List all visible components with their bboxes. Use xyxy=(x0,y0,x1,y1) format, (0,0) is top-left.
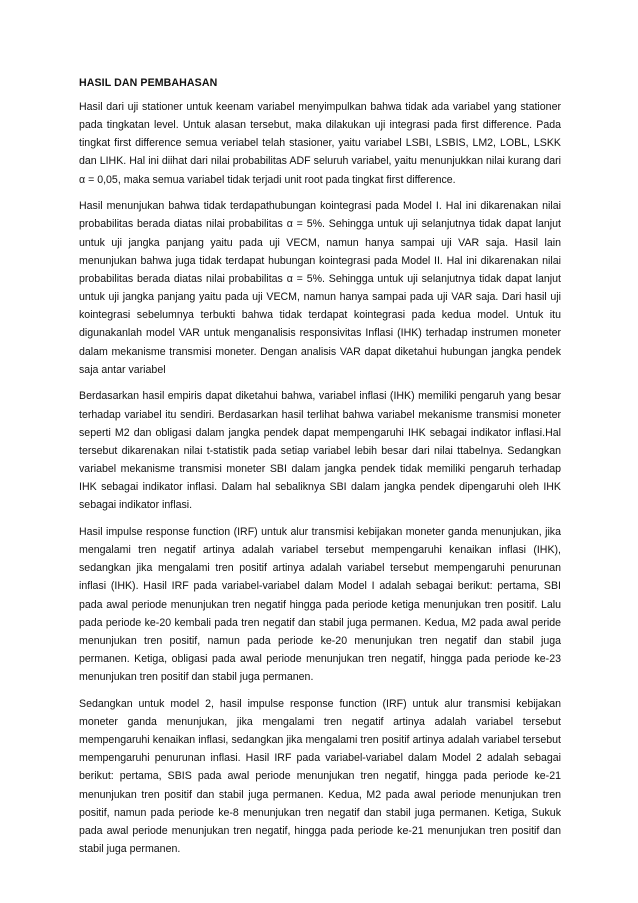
paragraph-stationarity: Hasil dari uji stationer untuk keenam variabel menyimpulkan bahwa tidak ada variabel yang stationer pada tingkatan level. Untuk alasan tersebut, maka dilakukan uji integrasi pada first difference. Pada tingkat first difference semua veriabel telah stasioner, yaitu variabel LSBI, LSBIS, LM2, LOBL, LSKK dan LIHK. Hal ini diihat dari nilai probabilitas ADF seluruh variabel, yaitu menunjukkan nilai kurang dari α = 0,05, maka semua variabel tidak terjadi unit root pada tingkat first difference. xyxy=(79,101,561,186)
paragraph-irf-model-2: Sedangkan untuk model 2, hasil impulse response function (IRF) untuk alur transmisi kebijakan moneter ganda menunjukan, jika mengalami tren negatif artinya adalah variabel tersebut mempengaruhi kenaikan inflasi, sedangkan jika mengalami tren positif artinya adalah variabel tersebut mempengaruhi penurunan inflasi. Hasil IRF pada variabel-variabel dalam Model 2 adalah sebagai berikut: pertama, SBIS pada awal periode menunjukan tren negatif, hingga pada periode ke-21 menunjukan tren positif dan stabil juga permanen. Kedua, M2 pada awal periode menunjukan tren positif, namun pada periode ke-8 menunjukan tren negatif dan stabil juga permanen. Ketiga, Sukuk pada awal periode menunjukan tren negatif, hingga pada periode ke-21 menunjukan tren positif dan stabil juga permanen. xyxy=(79,697,561,856)
paragraph-irf-model-1: Hasil impulse response function (IRF) untuk alur transmisi kebijakan moneter ganda menunjukan, jika mengalami tren negatif artinya adalah variabel tersebut mempengaruhi kenaikan inflasi (IHK), sedangkan jika mengalami tren positif artinya adalah variabel tersebut mempengaruhi penurunan inflasi (IHK). Hasil IRF pada variabel-variabel dalam Model I adalah sebagai berikut: pertama, SBI pada awal periode menunjukan tren negatif hingga pada periode ketiga menunjukan tren positif. Lalu pada periode ke-20 kembali pada tren negatif dan stabil juga permanen. Kedua, M2 pada awal peride menunjukan tren positif, namun pada periode ke-20 menunjukan tren negatif dan stabil juga permanen. Ketiga, obligasi pada awal periode menunjukan tren negatif, hingga pada periode ke-23 menunjukan tren positif dan stabil juga permanen. xyxy=(79,525,561,684)
section-heading: HASIL DAN PEMBAHASAN xyxy=(79,77,218,89)
document-page xyxy=(79,74,561,867)
paragraph-cointegration: Hasil menunjukan bahwa tidak terdapathubungan kointegrasi pada Model I. Hal ini dikarenakan nilai probabilitas berada diatas nilai probabilitas α = 5%. Sehingga untuk uji selanjutnya tidak dapat lanjut untuk uji jangka panjang yaitu pada uji VECM, namun hanya sampai uji VAR saja. Hasil lain menunjukan bahwa juga tidak terdapat hubungan kointegrasi pada Model II. Hal ini dikarenakan nilai probabilitas berada diatas nilai probabilitas α = 5%. Sehingga untuk uji selanjutnya tidak dapat lanjut untuk uji jangka panjang yaitu pada uji VECM, namun hanya sampai pada uji VAR saja. Dari hasil uji kointegrasi sebelumnya terbukti bahwa tidak terdapat kointegrasi pada kedua model. Untuk itu digunakanlah model VAR untuk menganalisis responsivitas Inflasi (IHK) terhadap instrumen moneter dalam mekanisme transmisi moneter. Dengan analisis VAR dapat diketahui hubungan jangka pendek saja antar variabel xyxy=(79,200,561,376)
paragraph-empirical-results: Berdasarkan hasil empiris dapat diketahui bahwa, variabel inflasi (IHK) memiliki pengaruh yang besar terhadap variabel itu sendiri. Berdasarkan hasil terlihat bahwa variabel mekanisme transmisi moneter seperti M2 dan obligasi dalam jangka pendek dapat mempengaruhi IHK sebagai indikator inflasi.Hal tersebut dikarenakan nilai t-statistik pada setiap variabel lebih besar dari nilai ttabelnya. Sedangkan variabel mekanisme transmisi moneter SBI dalam jangka pendek tidak memiliki pengaruh terhadap IHK sebagai indikator inflasi. Dalam hal sebaliknya SBI dalam jangka pendek dipengaruhi oleh IHK sebagai indikator inflasi. xyxy=(79,390,561,512)
